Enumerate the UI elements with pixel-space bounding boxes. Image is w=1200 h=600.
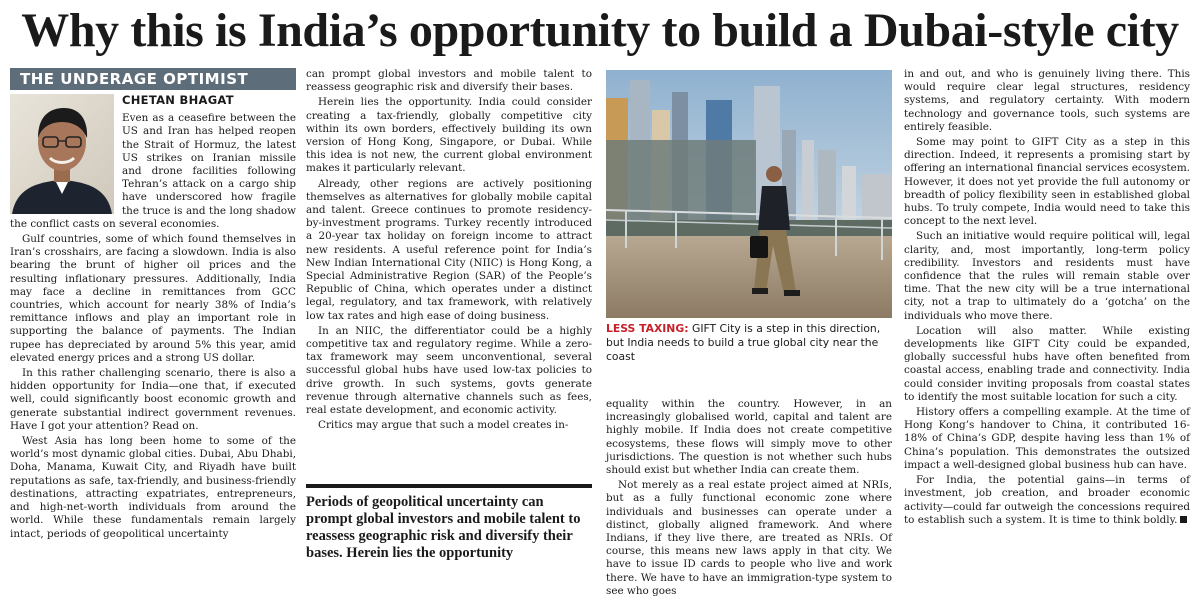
- caption-text: GIFT City is a step in this direction, but India needs to build a true global city near the coast: [606, 322, 881, 363]
- paragraph: equality within the country. However, in an increasingly globalised world, capital and talent are highly mobile. If India does not create competitive ecosystems, these flows will simply move to other jurisdictions. The question is not whether such hubs should exist but whether India can create them.: [606, 398, 892, 477]
- author-portrait: [10, 94, 114, 214]
- paragraph: Some may point to GIFT City as a step in this direction. Indeed, it represents a promising start by offering an international financial services ecosystem. However, it does not yet provide the full autonomy or breadth of policy flexibility seen in established global hubs. To truly compete, India would need to take this concept to the next level.: [904, 136, 1190, 228]
- paragraph: Critics may argue that such a model creates in-: [318, 419, 569, 432]
- paragraph: West Asia has long been home to some of the world’s most dynamic global cities. Dubai, Abu Dhabi, Doha, Manama, Kuwait City, and Riyadh have built reputations as safe, tax-friendly, and business-friendly destinations, attracting expatriates, entrepreneurs, and high-net-worth individuals from around the world. While these fundamentals remain largely intact, periods of geopolitical uncertainty: [10, 435, 296, 540]
- paragraph: In an NIIC, the differentiator could be a highly competitive tax and regulatory regime. While a zero-tax framework may seem unconventional, several successful global hubs have used low-tax policies to drive growth. In such systems, govts generate revenue through alternative channels such as fees, real estate development, and economic activity.: [306, 324, 592, 417]
- article-column-1: [10, 68, 296, 543]
- photo-caption: [606, 322, 892, 364]
- paragraph: can prompt global investors and mobile talent to reassess geographic risk and diversify their bases.: [306, 68, 592, 94]
- paragraph: Location will also matter. While existing developments like GIFT City could be expanded, globally successful hubs have often benefited from coastal access, enabling trade and connectivity. India could consider inviting proposals from coastal states to identify the most suitable location for such a city.: [904, 324, 1190, 403]
- author-byline: CHETAN BHAGAT: [122, 93, 234, 107]
- paragraph: Such an initiative would require political will, legal clarity, and, most importantly, long-term policy credibility. Investors and residents must have confidence that the rules will remain stable over time. That the new city will be a true international city, not a trap to ultimately do a ‘gotcha’ on the individuals who move there.: [904, 230, 1190, 322]
- article-photo: [606, 70, 892, 318]
- paragraph: Already, other regions are actively positioning themselves as alternatives for globally mobile capital and talent. Greece continues to promote residency-by-investment programs. Turkey recently introduced a 20-year tax holiday on foreign income to attract new residents. A useful reference point for India’s New Indian International City (NIIC) is Hong Kong, a Special Administrative Region (SAR) of the People’s Republic of China, which operates under a distinct legal, regulatory, and tax framework, with relatively low tax rates and high ease of doing business.: [306, 177, 592, 322]
- closing-paragraph-text: For India, the potential gains—in terms of investment, job creation, and broader economic activity—could far outweigh the concessions required to establish such a system. It is time to think boldly.: [904, 474, 1190, 526]
- article-column-2: [306, 68, 592, 434]
- paragraph: Not merely as a real estate project aimed at NRIs, but as a fully functional economic zone where individuals and businesses can operate under a distinct, globally aligned framework. And where Indians, if they live there, are treated as NRIs. Of course, this means new laws apply in that city. We have to issue ID cards to people who live and work there. We have to have an immigration-type system to see who goes: [606, 479, 892, 597]
- paragraph: History offers a compelling example. At the time of Hong Kong’s handover to China, it contributed 16-18% of China’s GDP, despite having less than 1% of China’s population. This demonstrates the outsized impact a well-designed global business hub can have.: [904, 406, 1190, 471]
- paragraph: in and out, and who is genuinely living there. This would require clear legal structures, residency systems, and regulatory certainty. With modern technology and governance tools, such systems are entirely feasible.: [904, 68, 1190, 133]
- headline: Why this is India’s opportunity to build a Dubai-style city: [21, 4, 1179, 57]
- paragraph: In this rather challenging scenario, there is also a hidden opportunity for India—one that, if executed well, could significantly boost economic growth and generate substantial indirect government revenues. Have I got your attention? Read on.: [10, 367, 296, 432]
- author-portrait-icon: [10, 94, 114, 214]
- paragraph: Gulf countries, some of which found themselves in Iran’s crosshairs, are facing a slowdown. India is also bearing the brunt of higher oil prices and the resulting inflationary pressures. Additionally, India may face a decline in remittances from GCC countries, which account for nearly 38% of India’s remittance inflows and play an important role in supporting the balance of payments. The Indian rupee has depreciated by around 5% this year, amid elevated energy prices and a strong US dollar.: [10, 233, 296, 364]
- paragraph: Even as a ceasefire between the US and Iran has helped reopen the Strait of Hormuz, the latest US strikes on Iranian missile and drone facilities following Tehran’s attack on a cargo ship have underscored how fragile the truce is and the long shadow the conflict casts on several economies.: [10, 112, 296, 230]
- paragraph: Herein lies the opportunity. India could consider creating a tax-friendly, globally competitive city within its own borders, effectively building its own version of Hong Kong, Singapore, or Dubai. While this idea is not new, the current global environment makes it particularly relevant.: [306, 96, 592, 175]
- end-of-article-icon: [1180, 516, 1187, 523]
- caption-lead: LESS TAXING:: [606, 322, 689, 335]
- pull-quote: Periods of geopolitical uncertainty can prompt global investors and mobile talent to reassess geographic risk and diversify their bases. Herein lies the opportunity: [306, 484, 592, 562]
- city-skyline-photo-icon: [606, 70, 892, 318]
- article-column-4: [904, 68, 1190, 529]
- column-kicker: THE UNDERAGE OPTIMIST: [10, 68, 296, 90]
- paragraph: [904, 474, 1190, 527]
